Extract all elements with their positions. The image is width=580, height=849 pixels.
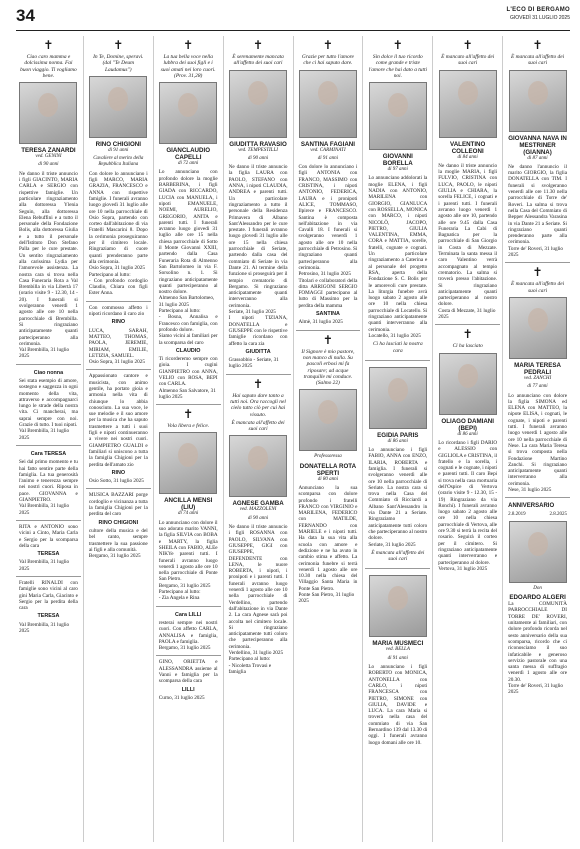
cross-icon: ✝ — [322, 332, 333, 347]
deceased-age: di 87 anni — [527, 155, 548, 161]
obituary-notice — [16, 445, 81, 520]
notice-text-cont: cultore della musica e del bel canto, sempre trasmettere la sua passione ai figli e alla comunità. — [88, 527, 148, 553]
obituary-notice — [156, 404, 221, 605]
deceased-subtitle: ved. TEMPESTILLI — [238, 147, 278, 153]
notice-place-date: Seriate, 31 luglio 2025 — [368, 541, 416, 548]
notice-text: Ne danno il triste annuncio i figli ROSANNA con PAOLO, SILVANA con GIUSEPPE, GIGI con GIUSEPPE, DEFENDENTE con LENA, le nuore ROBERTA, i nipoti, i pronipoti e i parenti tutti. I funerali avranno luogo venerdì 1 agosto alle ore 10 nella parrocchiale di Verdellino, partendo dall'abitazione in via Dante 2. La cara Agnese sarà poi accolta nel cimitero locale. Si ringraziano anticipatamente tutti coloro che parteciperanno alla cerimonia. — [228, 524, 288, 650]
cross-icon: ✝ — [113, 38, 124, 52]
deceased-title: Don — [533, 585, 542, 591]
obituary-notice — [365, 360, 430, 569]
obituary-notice — [365, 568, 430, 749]
deceased-age: di 90 anni — [247, 155, 269, 161]
portrait-photo — [369, 367, 427, 429]
notice-text: Lo annunciano con dolore la figlia SIMONA ed ELENA con MATTEO, la nipote ELISA, i cognati, le cognate, i nipoti e parenti tutti. I funerali avranno luogo venerdì 1 agosto alle ore 10 nella parrocchiale di Nese. La cara Maria Teresa si trova composta nella Fondazione Martino Zanchi. Si ringraziano anticipatamente quanti interverranno alla cerimonia. — [508, 392, 567, 487]
notice-place-date: Osio Sotto, 31 luglio 2025 — [88, 478, 144, 485]
condolence-text: Siamo vicini ai familiari per la scomparsa del caro — [158, 333, 218, 346]
notice-quote: In Te, Domine, speravi. (dal "Te Deum Laudamus") — [93, 54, 144, 73]
deceased-name: TERESA — [37, 613, 60, 620]
obituary-notice — [16, 36, 81, 364]
notice-text: Lo annunciano con profondo dolore la moglie BARBERINA, i figli GIADA con RICCARDO, LUCIA con MANUELA, i nipoti EMANUELE, NOEMI, AURELIO, GREGORIO, ANITA e parenti tutti. I funerali avranno luogo giovedì 31 luglio alle ore 15 nella chiesa parrocchiale di Sotto il Monte Giovanni XXIII, partendo dalla Casa Funeraria Rota di Almenno San Bartolomeo in via F. Sorsolino n. 1. Si ringraziano anticipatamente quanti parteciperanno al nostro dolore. — [158, 169, 218, 296]
condolence-heading: Partecipano al lutto: — [228, 656, 271, 663]
cross-icon: ✝ — [532, 265, 543, 280]
obituary-notice — [86, 36, 151, 301]
obituary-notice — [86, 301, 151, 370]
notice-place-date: Bergamo, 31 luglio 2025 — [88, 553, 141, 560]
deceased-name: ANCILLA MENSI (LIU) — [164, 497, 213, 512]
notice-place-date: Almè, 31 luglio 2025 — [298, 319, 343, 326]
condolence-text: I nipoti TIZIANA, DONATELLA e GIUSEPPE con le rispettive famiglie ricordano con affetto la cara zia — [228, 315, 288, 347]
publication-name: L'ECO DI BERGAMO — [506, 7, 570, 13]
deceased-name: VALENTINO COLLEONI — [450, 140, 486, 155]
notice-text: Ne danno il triste annuncio la moglie MARIA, i figli FULVIO, CRISTINA con LUCA, PAOLO, le nipoti GIULIA e CHIARA, la sorella FELICE, i cognati e i parenti tutti. I funerali avranno luogo venerdì 1 agosto alle ore 10, partendo alle ore 9.45 dalla Casa Funeraria La Cabi di Bagnatica per la parrocchiale di San Giorgio in Costa di Mezzate. Terminata la santa messa il caro Valentino verrà accompagnato al tempio crematorio. La salma si troverà presso l'abitazione. Si ringraziano anticipatamente quanti parteciperanno al nostro dolore. — [438, 162, 498, 308]
obituary-notice — [505, 262, 570, 497]
condolence-list: - Bosna, Annalisa e Francesco con famiglia, con profondo dolore. — [158, 314, 218, 333]
notice-place-date: Torre de' Roveri, 31 luglio 2025 — [508, 245, 564, 259]
deceased-name: RINO — [111, 319, 126, 326]
notice-text: Lo ricordano i figli DARIO e ALESSIO con GIGLIOLA e CRISTINA, il fratello e la sorella, i cognati e le cognate, i nipoti e parenti tutti. Il caro Bepi si trova nella casa mortuaria dell'Ospice di Vertova (orario visite 9 - 12.30, 15 - 19) Ringraziano da via Ronchi). I funerali avranno luogo sabato 2 agosto alle ore 10 nella chiesa parrocchiale di Vertova, alle ore 9.30 si terrà la recita del rosario. Seguirà il corteo per il cimitero. Si ringraziano anticipatamente quanti interverranno e parteciperanno al dolore. — [438, 439, 498, 566]
deceased-name: GIOVANNI BORELLA — [382, 153, 413, 168]
portrait-photo — [159, 432, 217, 494]
portrait-photo — [509, 297, 567, 359]
deceased-name: SANTINA FAGIANI — [300, 140, 355, 148]
notice-text: Ne danno l'annuncio il marito GIORGIO, la figlia DONATELLA con TIM. I funerali si svolgeranno venerdì alle ore 11.30 nella parrocchiale di Torre de' Roveri. La salma si trova nella Casa del Commiato di Bepper Alessandra Varasina in via Dante 21 a Seriate. Si ringraziano quanti prenderanno parte alla cerimonia. — [508, 163, 567, 246]
deceased-name: AGNESE GAMBA — [232, 500, 284, 508]
anniversary-notice — [505, 497, 570, 699]
column-4 — [223, 36, 291, 842]
notice-quote: La tua bella voce nella lubbra dei suoi figli e i suoi amati nei loro cuori. (Prov. 31,28) — [160, 54, 216, 79]
portrait-photo — [439, 353, 497, 415]
page-header — [16, 6, 570, 31]
obituary-notice — [156, 655, 221, 705]
cross-icon: ✝ — [532, 38, 543, 52]
deceased-name: TERESA — [37, 551, 60, 558]
notice-heading: Ciao nonna — [33, 369, 64, 376]
notice-text: Lo annunciano i figli ROBERTO con MONICA, ANTONELLA con CARLO, i nipoti FRANCESCA con PIETRO, SIMONE con GIULIA, DAVIDE e LUCA. La cara Maria si troverà nella casa del commiato di via San Bernardino 139 dal 13.30 di oggi. I funerali avranno luogo domani alle ore 10. — [368, 664, 428, 746]
notice-intro: Ci ha lasciati la nostra cara — [372, 341, 423, 354]
deceased-age: di 72 anni — [178, 161, 199, 167]
obituary-notice — [156, 606, 221, 656]
notice-quote: Il Signore è mio pastore, non manco di nulla. Su pascoli erbosi mi fa riposare; ad acque tranquille mi conduce. (Salmo 22) — [301, 348, 355, 387]
notice-intro: È mancata all'affetto dei suoi cari — [371, 549, 425, 563]
notice-place-date: Bergamo, 31 luglio 2025 — [158, 582, 211, 589]
portrait-photo — [229, 435, 287, 497]
deceased-name: RINO CHIGIONI — [98, 519, 139, 526]
notice-place-date: Verdellino, 31 luglio 2025 — [228, 650, 284, 656]
notice-place-date: Costa di Mezzate, 31 luglio 2025 — [438, 307, 496, 321]
page-number: 34 — [16, 6, 35, 25]
notice-place-date: Bergamo, 31 luglio 2025 — [158, 645, 211, 652]
notice-place-date: Nese, 31 luglio 2025 — [508, 486, 552, 493]
portrait-photo — [159, 82, 217, 144]
deceased-name: OLIAGO DAMIANI (BEPI) — [441, 417, 494, 432]
deceased-name: MARIA TERESA PEDRALI — [514, 361, 561, 376]
obituary-notice — [435, 36, 500, 324]
column-1 — [16, 36, 81, 842]
deceased-age: di 91 anni — [387, 655, 408, 661]
obituary-notice — [86, 488, 151, 563]
cross-icon: ✝ — [322, 38, 333, 52]
notice-place-date: Val Brembilla, 31 luglio 2025 — [19, 347, 70, 360]
deceased-age: di 90 anni — [38, 162, 59, 168]
condolence-heading: Partecipano al lutto: — [158, 308, 201, 315]
notice-text: Con dolore lo annunciano i figli ANTONIA con FRANCO, MASSIMO con CRISTINA, i nipoti ANTONIO, FEDERICA, LAURA e i pronipoti ALICE, TOMMASO, Ilpirece e FRANCESCO. Santina è composta nell'abitazione in via Cavalli 18. I funerali si svolgeranno venerdì 1 agosto alle ore 10 nella parrocchiale di Petrosino. Si ringraziano quanti parteciperanno alla cerimonia. — [298, 164, 358, 271]
notice-intro: È mancata all'affetto dei suoi cari — [511, 281, 565, 294]
condolence-heading: Partecipano al lutto: — [158, 589, 201, 596]
deceased-age: di 90 anni — [247, 515, 269, 521]
portrait-photo — [509, 521, 567, 583]
notice-text: Appassionato cantore e musicista, con animo gentile, ha portato gioia e armonia nella vita di chiunque lo abbia conosciuto. La sua voce, le sue melodie e il suo amore per la musica che ha saputo trasmettere a tutti i suoi figli e nipoti continueranno a vivere nei nostri cuori. GIAMPIETRO GUALDI e familiari si uniscono a tutta la famiglia Chigioni per la perdita dell'amato zio — [88, 373, 148, 468]
column-8 — [502, 36, 570, 842]
cross-icon: ✝ — [183, 38, 194, 52]
deceased-subtitle: ved. CARMINATI — [310, 147, 346, 153]
notice-heading: Cara LILLI — [175, 611, 202, 618]
portrait-photo — [19, 82, 77, 144]
cross-icon: ✝ — [462, 327, 473, 342]
notice-place-date: Ponte San Pietro, 31 luglio 2025 — [298, 592, 355, 605]
deceased-age: di 84 anni — [457, 154, 478, 160]
deceased-honour: Cavaliere al merito della Repubblica Italiana — [93, 156, 144, 168]
notice-place-date: Almenno San Bartolomeo, 31 luglio 2025 — [158, 295, 215, 308]
notice-place-date: Osio Sopra, 31 luglio 2025 — [88, 265, 145, 272]
notice-intro: È mancato all'affetto dei suoi cari — [441, 54, 495, 67]
obituary-columns — [16, 36, 570, 842]
deceased-name: EDOARDO ALGERI — [509, 594, 566, 602]
deceased-age: di 77 anni — [527, 384, 548, 390]
deceased-age: di 91 anni — [108, 147, 129, 153]
deceased-name: GIUDITTA — [245, 348, 271, 355]
condolence-list: - Con profondo cordoglio Claudio, Chiara con figli Ester Anna. — [88, 277, 148, 297]
obituary-notice — [226, 36, 291, 374]
notice-quote: Vola libera e felice. — [167, 423, 210, 430]
portrait-photo — [509, 70, 567, 132]
deceased-name: GIOVANNA NAVA IN MESTRINER (GIANNA) — [508, 134, 567, 156]
notice-text: Ne danno il triste annuncio i figli GIACINTO, MARIA CARLA e SERGIO con rispettive famiglie. Un particolare ringraziamento alla dottoressa Ylenia Seguin, alla dottoressa Elena Rebuffini e a tutto il personale della Fondazione Bolis, alla dottoressa Giulia e a tutto il personale dell'Istituto Don Stefano Palla per le cure prestate. Un sentito ringraziamento alla carissima Lydia per l'amorevole assistenza. La nostra cara si trova nella Casa Funeraria Rota a Val Brembilla in via Libertà 17 (orario visite 9 - 12.30, 14 - 20). I funerali si svolgeranno venerdì 1 agosto alle ore 10 nella parrocchiale di Brembilla. Si ringraziano anticipatamente quanti parteciperanno alla cerimonia. — [19, 170, 78, 347]
notice-text: Lo annunciano con dolore il suo adorato marito VANNI, la figlia SILVIA con BOBA e MARTY, la figlia SHEILA con FABIO, ALEe NIKYe parenti tutti. I funerali avranno luogo venerdì 1 agosto alle ore 10 nella parrocchiale di Ponte San Pietro. — [158, 519, 218, 583]
cross-icon: ✝ — [183, 407, 194, 422]
notice-text: Sei stata esempio di amore, sostegno e saggezza in ogni momento della vita, attraverso e accompagnarci lungo le strade della nostra vita. Ci mancherai, ma saprai sempre con noi. Grazie di tutto. I tuoi nipoti. — [19, 377, 78, 429]
anniversary-years — [508, 512, 567, 518]
notice-quote: Grazie per tutto l'amore che ci hai saputo dare. — [301, 54, 354, 67]
portrait-photo — [229, 70, 287, 138]
obituary-notice — [296, 330, 361, 609]
deceased-subtitle: ved. GENINI — [35, 154, 62, 160]
notice-place-date: Curno, 31 luglio 2025 — [158, 694, 205, 701]
deceased-name: SANTINA — [315, 311, 340, 318]
portrait-photo — [299, 70, 357, 138]
condolence-text: Titolari e collaboratori della ditta ARRIGONI SERGIO FOMAGGI partecipano al lutto di Massimo per la perdita della mamma — [298, 277, 358, 309]
notice-text: resterai sempre nei nostri cuori. Con affetto CARLA, ANNALISA e famiglia, PAOLA e famiglia. — [158, 619, 218, 645]
portrait-photo — [369, 575, 427, 637]
notice-text: Con dolore lo annunciano i figli MARCO, MARIA GRAZIA, FRANCESCO e ANNA con rispettive famiglie. I funerali avranno luogo giovedì 31 luglio alle ore 10 nella parrocchiale di Osio Sopra, partendo con corteo dall'abitazione di via Fratelli Mascarini 8. Dopo la cerimonia proseguiranno per il cimitero locale. Ringraziamo di cuore quanti prenderanno parte alla cerimonia. — [88, 170, 148, 265]
notice-text: Annunciano la sua scomparsa con dolore profondo i fratelli FRANCO con VIRGINIO e MARILENA, FEDERICO con MATILDE, FERNANDO con MARIELE e i nipoti tutti. Ha data la sua vita alla scuola con amore e dedizione e ne ha avuto in cambio stima e affetto. La cerimonia funebre si terrà venerdì 1 agosto alle ore 10.30 nella chiesa del Villaggio Santa Maria in Ponte San Pietro. — [298, 484, 358, 592]
notice-place-date: Seriate, 31 luglio 2025 — [228, 309, 276, 316]
notice-place-date: Val Brembilla, 31 luglio 2025 — [19, 559, 70, 572]
notice-heading: Cara TERESA — [30, 450, 67, 457]
deceased-age: di 97 anni — [387, 167, 408, 173]
portrait-photo — [89, 76, 147, 138]
notice-text: Lo annunciano i figli FABIO, ANNA con ENZO, ILARIA, ROBERTA e famiglia. I funerali si svolgeranno venerdì alle ore 10 nella parrocchiale di Seriate. La nostra cara si trova nella Casa del Commiato di Ricciardi a Albano Sant'Alessandro in via Dante 21 a Seriate. Ringraziamo anticipatamente tutti coloro che parteciperanno al nostro dolore. — [368, 447, 428, 542]
obituary-notice — [365, 36, 430, 360]
publication-date: GIOVEDÌ 31 LUGLIO 2025 — [509, 15, 570, 21]
condolence-heading: Partecipano al lutto: — [88, 271, 131, 278]
column-2 — [83, 36, 151, 842]
notice-text: La COMUNITÀ PARROCCHIALE DI TORRE DE' ROVERI, unitamente ai familiari, con dolore profondo ricorda nel sesto anniversario della sua scomparsa, ricordo che ci riconosciamo il suo infaticabile e generoso servizio pastorale con una santa messa di suffragio venerdì 1 agosto alle ore 20.30. — [508, 601, 567, 683]
notice-place-date: Val Brembilla, 31 luglio 2025 — [19, 428, 70, 441]
anniversary-year-end: 2.8.2025 — [549, 511, 567, 517]
deceased-subtitle: ved. ZANCHI — [523, 375, 552, 381]
deceased-name: RINO — [111, 469, 126, 476]
obituary-notice — [296, 36, 361, 330]
notice-intro: Ci ha lasciato — [452, 343, 483, 350]
anniversary-title: ANNIVERSARIO — [508, 503, 555, 510]
column-3 — [153, 36, 221, 842]
deceased-subtitle: ved. MAZZOLENI — [239, 507, 277, 513]
obituary-notice — [16, 364, 81, 445]
anniversary-year-start: 2.8.2019 — [508, 511, 526, 517]
cross-icon: ✝ — [253, 38, 264, 52]
condolence-list: - Zia Angela e Rina — [158, 595, 200, 602]
notice-place-date: Osio Sopra, 31 luglio 2025 — [88, 359, 145, 366]
deceased-age: di 86 anni — [387, 438, 408, 444]
deceased-age: di 74 anni — [178, 511, 199, 517]
column-6 — [362, 36, 430, 842]
deceased-name: GIANCLAUDIO CAPELLI — [166, 147, 211, 162]
notice-text: Ne danno il triste annuncio la figlia LAURA con PAOLO, STEFANO con ANNA, i nipoti CLAUDIA, ANDREA e parenti tutti. Un particolare ringraziamento a tutto il personale della Residenza Primavera di Albano Sant'Alessandro per le cure prestate. I funerali avranno luogo giovedì 31 luglio alle ore 15 nella chiesa parrocchiale di Seriate, partendo dalla casa del commiato di Seriate in via Dante 21. Al termine della funzione si proseguirà per il tempio crematorio di Bergamo. Si ringraziano anticipatamente quanti interverranno alla cerimonia. — [228, 164, 288, 309]
obituary-notice — [226, 374, 291, 680]
notice-text: GINO, ORIETTA e ALESSANDRA assieme al Vanni e famiglia per la scomparsa della cara — [158, 659, 218, 685]
portrait-photo — [299, 389, 357, 451]
condolence-text: Ti ricorderemo sempre con gioia. I cugini GIANPIETRO con ANNA, VELIO con ROSA, BEPI con CARLA. — [158, 356, 218, 388]
deceased-subtitle: ved. BELLA — [385, 647, 410, 653]
notice-text: Lo annunciano addolorati la moglie ELENA, i figli NADIA con ANTONIO, MARILENA con GIORGIO, GIANLUCA con ROSSELLA, MONICA con MARCO, i nipoti NICOLÒ, JACOPO, PIETRO, GIULIA VALENTINA, EMMA, CORA e MATTIA, sorelle, fratelli, cognate e cognati. Un particolare ringraziamento a Caterina e al personale del progetto RSA, aperta della Fondazione S. C. Bolis per le amorevoli cure prestate. La liturgia funebre avrà luogo sabato 2 agosto alle ore 10 nella chiesa parrocchiale di Locatello. Si ringraziano anticipatamente quanti interverranno alla cerimonia. — [368, 175, 428, 333]
notice-place-date: Locatello, 31 luglio 2025 — [368, 332, 421, 339]
cross-icon: ✝ — [253, 376, 264, 391]
deceased-name: MARIA MUSMECI — [372, 640, 424, 648]
notice-place-date: Grassobbio - Seriate, 31 luglio 2025 — [228, 357, 279, 370]
condolence-list: - Nicoletta Trovasi e famiglia — [228, 662, 272, 675]
cross-icon: ✝ — [392, 38, 403, 52]
notice-signatories: LUCA, SARAH, MATTEO, THOMAS, PAOLA, JEREMIE, MIRIAM, EMILIE, LETIZIA, SAMUEL. — [88, 327, 148, 359]
portrait-photo — [369, 82, 427, 150]
notice-quote: È serenamente mancata all'affetto dei suoi cari — [232, 54, 284, 67]
deceased-title: Professoressa — [314, 454, 342, 460]
notice-intro: È mancata all'affetto dei suoi cari — [231, 419, 285, 433]
deceased-nickname: CLAUDIO — [175, 347, 201, 354]
obituary-notice — [86, 369, 151, 488]
deceased-age: di 80 anni — [317, 476, 339, 482]
cross-icon: ✝ — [462, 38, 473, 52]
deceased-age: di 86 anni — [457, 431, 478, 437]
notice-text: Con commosso affetto i nipoti ricordano il caro zio — [88, 304, 148, 318]
deceased-name: GIUDITTA RAVASIO — [229, 140, 287, 148]
notice-place-date: Petrosino, 31 luglio 2025 — [298, 271, 351, 278]
notice-quote: Sin dolce il tuo ricordo come grande e triste l'amore che hai dato a tutti noi. — [368, 54, 427, 79]
portrait-photo — [439, 70, 497, 138]
notice-text: RITA e ANTONIO sono vicini a Cinto, Maria Carla e Sergio per la scomparsa della cara — [19, 523, 78, 549]
obituary-notice — [16, 576, 81, 638]
notice-place-date: Torre de' Roveri, 31 luglio 2025 — [508, 683, 564, 696]
deceased-name: EGIDIA PARIS — [377, 431, 419, 439]
column-5 — [293, 36, 361, 842]
notice-text: MUSICA BAZZARI porge cordoglio e vicinanza a tutta la famiglia Chigioni per la perdita del caro — [88, 492, 148, 518]
notice-text: Sei dal primo momento e tu hai fatto sentire parte della famiglia. La tua generosità l'animo e tenerezza sempre nei nostri cuori. Riposa in pace. GIOVANNA e GIANPIETRO. — [19, 459, 78, 504]
deceased-name: TERESA ZANARDI — [21, 147, 76, 155]
column-7 — [432, 36, 500, 842]
notice-place-date: Val Brembilla, 31 luglio 2025 — [19, 503, 70, 516]
notice-text: Fratelli RINALDI con famiglie sono vicini al caro gini Maria Carla, Giacinto e Sergio per la perdita della cara — [19, 580, 78, 612]
notice-place-date: Val Brembilla, 31 luglio 2025 — [19, 621, 70, 635]
cross-icon: ✝ — [43, 38, 54, 52]
notice-intro: È mancata all'affetto dei suoi cari — [511, 54, 565, 67]
notice-place-date: Almenno San Salvatore, 31 luglio 2025 — [158, 387, 216, 400]
deceased-name: DONATELLA ROTA SPERTI — [299, 462, 357, 477]
notice-quote: Hai saputo dare tanto a tutti noi. Ora raccogli nel cielo tutto ciò per cui hai vissuto. — [230, 392, 286, 418]
obituary-notice — [435, 324, 500, 576]
deceased-age: di 91 anni — [317, 155, 339, 161]
obituary-notice — [505, 36, 570, 262]
obituary-notice — [16, 520, 81, 576]
notice-place-date: Vertova, 31 luglio 2025 — [438, 565, 488, 572]
deceased-name: RINO CHIGIONI — [95, 140, 141, 148]
obituary-notice — [156, 36, 221, 404]
notice-quote: Ciao caro mamma e dolcissima nonna. Fai buon viaggio. Ti vogliamo bene. — [20, 54, 77, 79]
deceased-name: LILLI — [181, 686, 195, 693]
